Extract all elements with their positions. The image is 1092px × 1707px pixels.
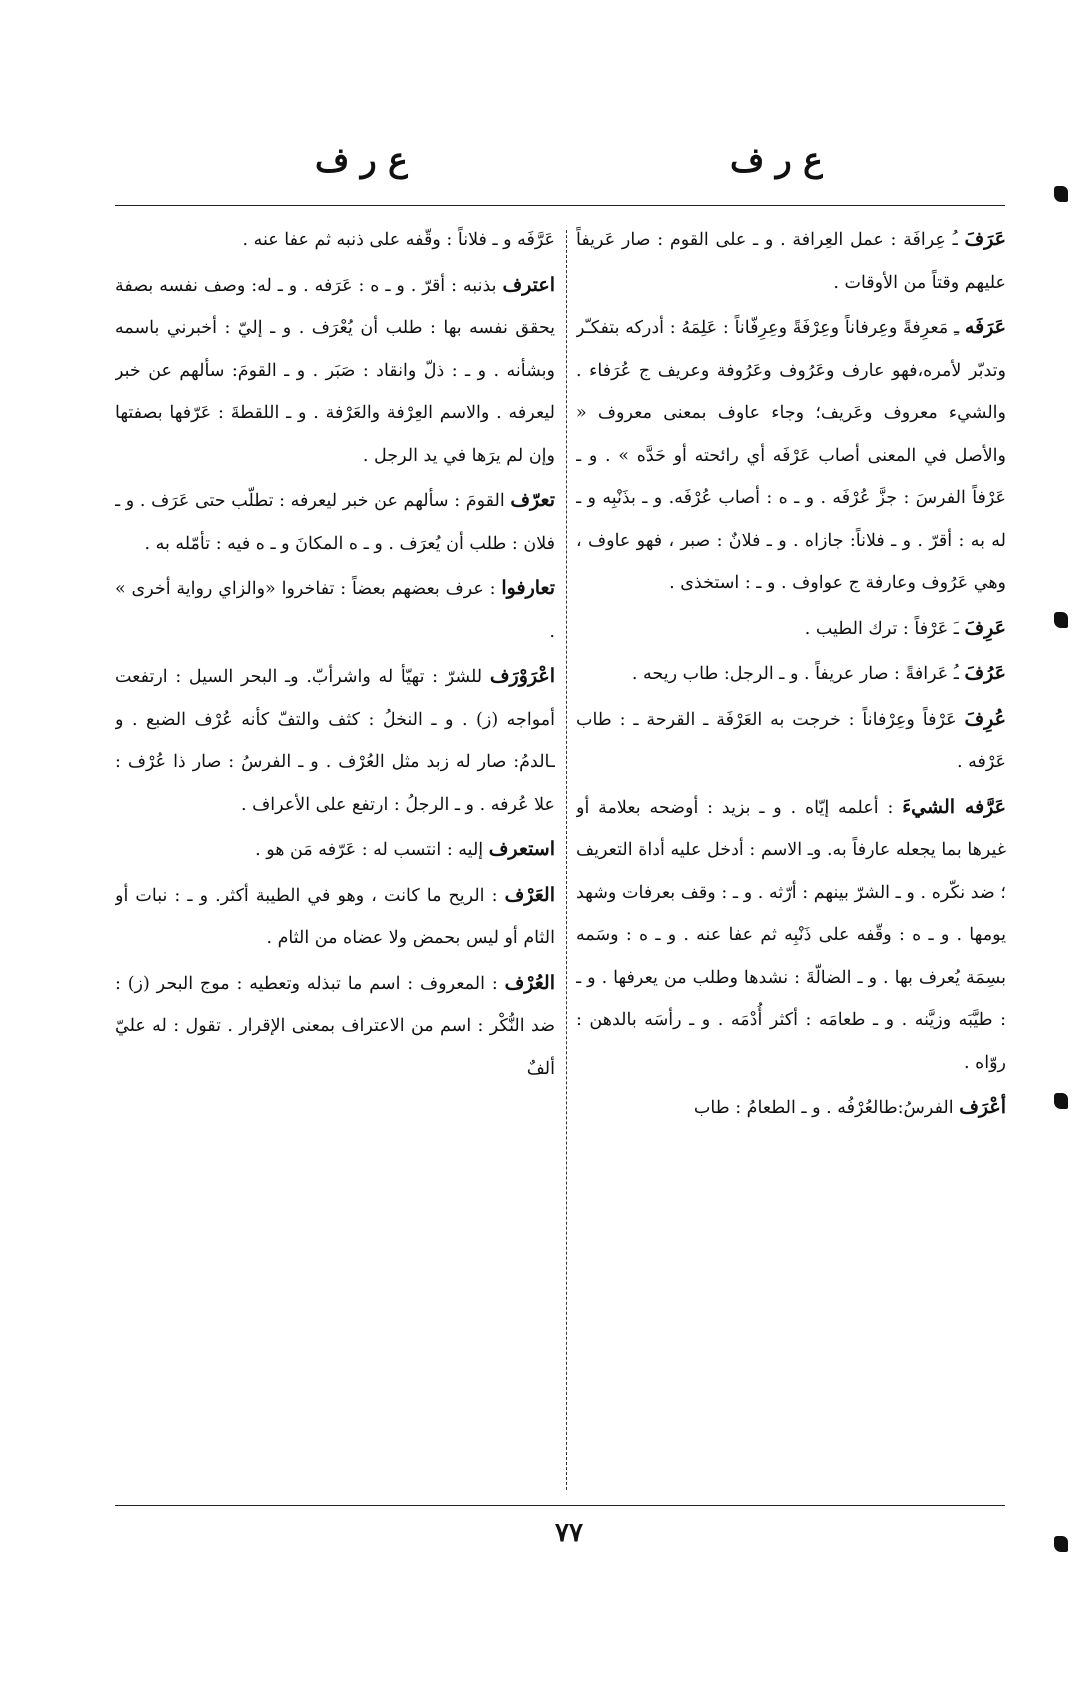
entry-text: : عرف بعضهم بعضاً : تفاخروا «والزاي رواية أخرى » .	[115, 579, 555, 642]
entry-text: ـُ عِرافَة : عمل العِرافة . و ـ على القوم : صار عَريفاً عليهم وقتاً من الأوقات .	[576, 230, 1006, 293]
column-separator	[566, 230, 567, 1490]
margin-thumb-mark	[1054, 1536, 1068, 1552]
page-number: ٧٧	[555, 1518, 583, 1548]
entry-headword: العَرْف	[504, 883, 555, 906]
dictionary-entry	[576, 607, 1006, 651]
entry-headword: عَرُفَ	[964, 662, 1006, 684]
dictionary-entry	[576, 698, 1006, 784]
entry-headword: عُرِفَ	[964, 707, 1006, 730]
margin-thumb-mark	[1054, 612, 1068, 628]
entry-text: القومَ : سألهم عن خبر ليعرفه : تطلّب حتى عَرَف . و ـ فلان : طلب أن يُعرَف . و ـ ه المكانَ و ـ ه فيه : تأمّله به .	[115, 491, 555, 554]
left-column-header: ع ر ف	[315, 140, 408, 179]
entry-headword: عَرِفَ	[964, 616, 1006, 639]
entry-text: : أعلمه إيّاه . و ـ بزيد : أوضحه بعلامة أو غيرها بما يجعله عارفاً به. وـ الاسم : أدخل عليه أداة التعريف ؛ ضد نكّره . و ـ الشرّ بينهم : أرّثه . و ـ : وقف بعرفات وشهد يومها . و ـ ه : وقّفه على ذَنْبِه ثم عفا عنه . و ـ ه : وسَمه بسِمَة يُعرف بها . و ـ الضالّةَ : نشدها وطلب من يعرفها . و ـ : طيَّبَه وزيَّنه . و ـ طعامَه : أكثر أُدْمَه . و ـ رأسَه بالدهن : روّاه .	[576, 797, 1006, 1073]
entry-text: بذنبه : أقرّ . و ـ ه : عَرَفه . و ـ له: وصف نفسه بصفة يحقق نفسه بها : طلب أن يُعْرَف . و ـ إليّ : أخبرني باسمه وبشأنه . و ـ : ذلّ وانقاد : صَبَر . و ـ القومَ: سألهم عن خبر ليعرفه . والاسم العِرْفة والعَرْفة . و ـ اللقطةَ : عَرّفها بصفتها وإن لم يرَها في يد الرجل .	[115, 275, 555, 466]
dictionary-entry	[115, 264, 555, 478]
right-column-header: ع ر ف	[730, 140, 823, 179]
entry-text: ـُ عَرافةً : صار عريفاً . و ـ الرجل: طاب ريحه .	[631, 664, 959, 684]
dictionary-entry	[576, 218, 1006, 304]
entry-text: الفرسُ:طالعُرْفُه . و ـ الطعامُ : طاب	[693, 1098, 954, 1118]
dictionary-entry	[115, 874, 555, 960]
dictionary-entry	[576, 652, 1006, 696]
entry-headword: اعترف	[502, 273, 555, 296]
left-column	[115, 218, 555, 1498]
margin-thumb-mark	[1054, 186, 1068, 202]
dictionary-entry	[115, 567, 555, 653]
entry-headword: استعرف	[488, 838, 555, 860]
dictionary-entry	[115, 828, 555, 872]
margin-thumb-mark	[1054, 1093, 1068, 1109]
dictionary-entry	[115, 479, 555, 565]
dictionary-entry	[576, 786, 1006, 1085]
entry-headword: اعْرَوْرَف	[489, 665, 555, 687]
entry-headword: تعرّف	[510, 489, 555, 511]
entry-text: عَرْفاً وعِرْفاناً : خرجت به العَرْفَة ـ القرحة ـ : طاب عَرْفه .	[576, 709, 1006, 772]
dictionary-entry	[115, 655, 555, 826]
entry-headword: عَرَفَه	[964, 316, 1006, 338]
entry-text: : المعروف : اسم ما تبذله وتعطيه : موج البحر (ز) : ضد النُّكْر : اسم من الاعتراف بمعنى الإقرار . تقول : له عليّ ألفٌ	[115, 973, 555, 1079]
right-column	[576, 218, 1006, 1498]
entry-text: للشرّ : تهيّأ له واشرأبّ. وـ البحر السيل : ارتفعت أمواجه (ز) . و ـ النخلُ : كثف والتفّ كأنه عُرْف الضبع . و ـالدمُ: صار له زبد مثل العُرْف . و ـ الفرسُ : صار ذا عُرْف : علا عُرفه . و ـ الرجلُ : ارتفع على الأعراف .	[115, 667, 555, 815]
dictionary-entry	[576, 1086, 1006, 1130]
entry-headword: العُرْف	[504, 971, 555, 994]
entry-text: ـَ عَرْفاً : ترك الطيب .	[804, 618, 959, 639]
entry-headword: تعارفوا	[501, 577, 555, 599]
dictionary-entry	[115, 218, 555, 262]
entry-text: : الريح ما كانت ، وهو في الطيبة أكثر. و ـ : نبات أو الثام أو ليس بحمض ولا عضاه من الثام .	[115, 885, 555, 948]
entry-text: إليه : انتسب له : عَرّفه مَن هو .	[255, 840, 484, 860]
dictionary-entry	[576, 306, 1006, 605]
bottom-rule	[115, 1505, 1005, 1506]
entry-headword: أعْرَف	[959, 1096, 1006, 1118]
dictionary-entry	[115, 962, 555, 1091]
entry-text: عَرَّفَه و ـ فلاناً : وقّفه على ذنبه ثم عفا عنه .	[242, 230, 555, 250]
top-rule	[115, 205, 1005, 206]
entry-text: ـِ مَعرِفةً وعِرفاناً وعِرْفَةً وعِرِفّاناً : عَلِمَهُ : أدركه بتفكـّر وتدبّر لأمره،فهو عارف وعَرُوف وعَرُوفة وعريف ج عُرَفاء . والشيء معروف وعَريف؛ وجاء عاوف بمعنى معروف « والأصل في المعنى أصاب عَرْفَه أي رائحته أو حَدَّه » . و ـ عَرْفاً الفرسَ : جزَّ عُرْفَه . و ـ ه : أصاب عُرْفَه. و ـ بذَنْبِه و ـ له به : أقرّ . و ـ فلاناً: جازاه . و ـ فلانٌ : صبر ، فهو عاوف ، وهي عَرُوف وعارفة ج عواوف . و ـ : استخذى .	[576, 318, 1006, 593]
entry-headword: عَرَّفه الشيءَ	[902, 795, 1006, 818]
entry-headword: عَرَفَ	[964, 228, 1006, 250]
